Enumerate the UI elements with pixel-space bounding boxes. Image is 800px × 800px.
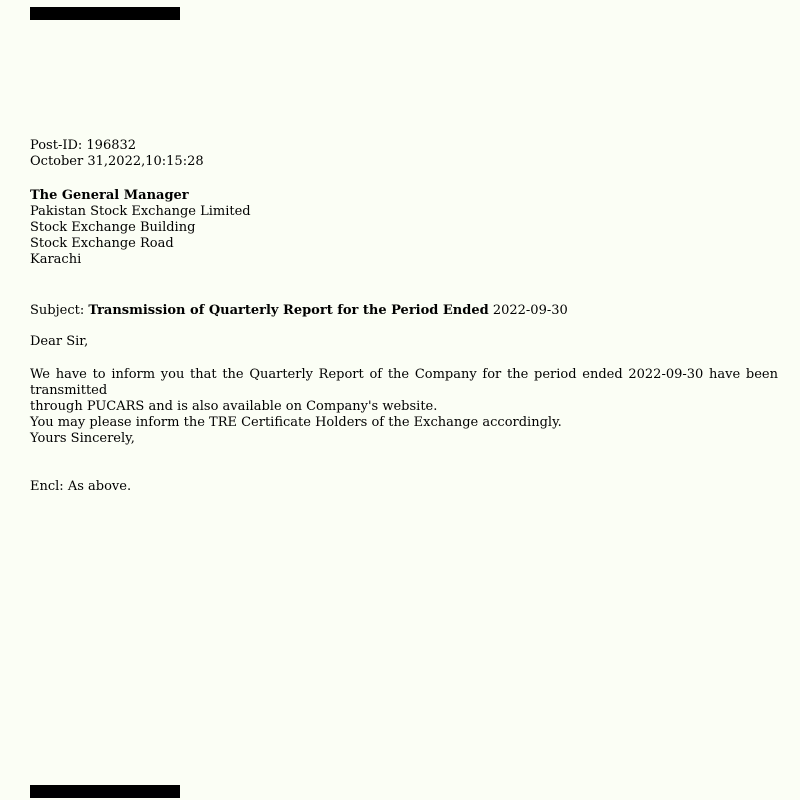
- recipient-line: Pakistan Stock Exchange Limited: [30, 204, 251, 219]
- subject-title: Transmission of Quarterly Report for the Period Ended: [88, 303, 489, 318]
- salutation: Dear Sir,: [30, 334, 89, 349]
- body-paragraph: [30, 367, 778, 431]
- recipient-block: [30, 188, 251, 268]
- recipient-line: Stock Exchange Building: [30, 220, 196, 235]
- recipient-line: Stock Exchange Road: [30, 236, 174, 251]
- enclosure-note: Encl: As above.: [30, 479, 132, 494]
- body-line: You may please inform the TRE Certificate Holders of the Exchange accordingly.: [30, 415, 562, 430]
- subject-line: [30, 303, 568, 319]
- recipient-title: The General Manager: [30, 188, 189, 203]
- header-redaction-bar: [30, 7, 180, 20]
- closing: Yours Sincerely,: [30, 431, 135, 446]
- body-line: through PUCARS and is also available on Company's website.: [30, 399, 438, 414]
- recipient-line: Karachi: [30, 252, 82, 267]
- footer-redaction-bar: [30, 785, 180, 798]
- date-line: October 31,2022,10:15:28: [30, 154, 204, 169]
- post-id-line: Post-ID: 196832: [30, 138, 137, 153]
- subject-label: Subject:: [30, 303, 89, 318]
- meta-block: [30, 138, 204, 170]
- subject-period-date: 2022-09-30: [488, 303, 568, 318]
- body-line: We have to inform you that the Quarterly Report of the Company for the period ended 2022-09-30 have been transmitted: [30, 367, 778, 398]
